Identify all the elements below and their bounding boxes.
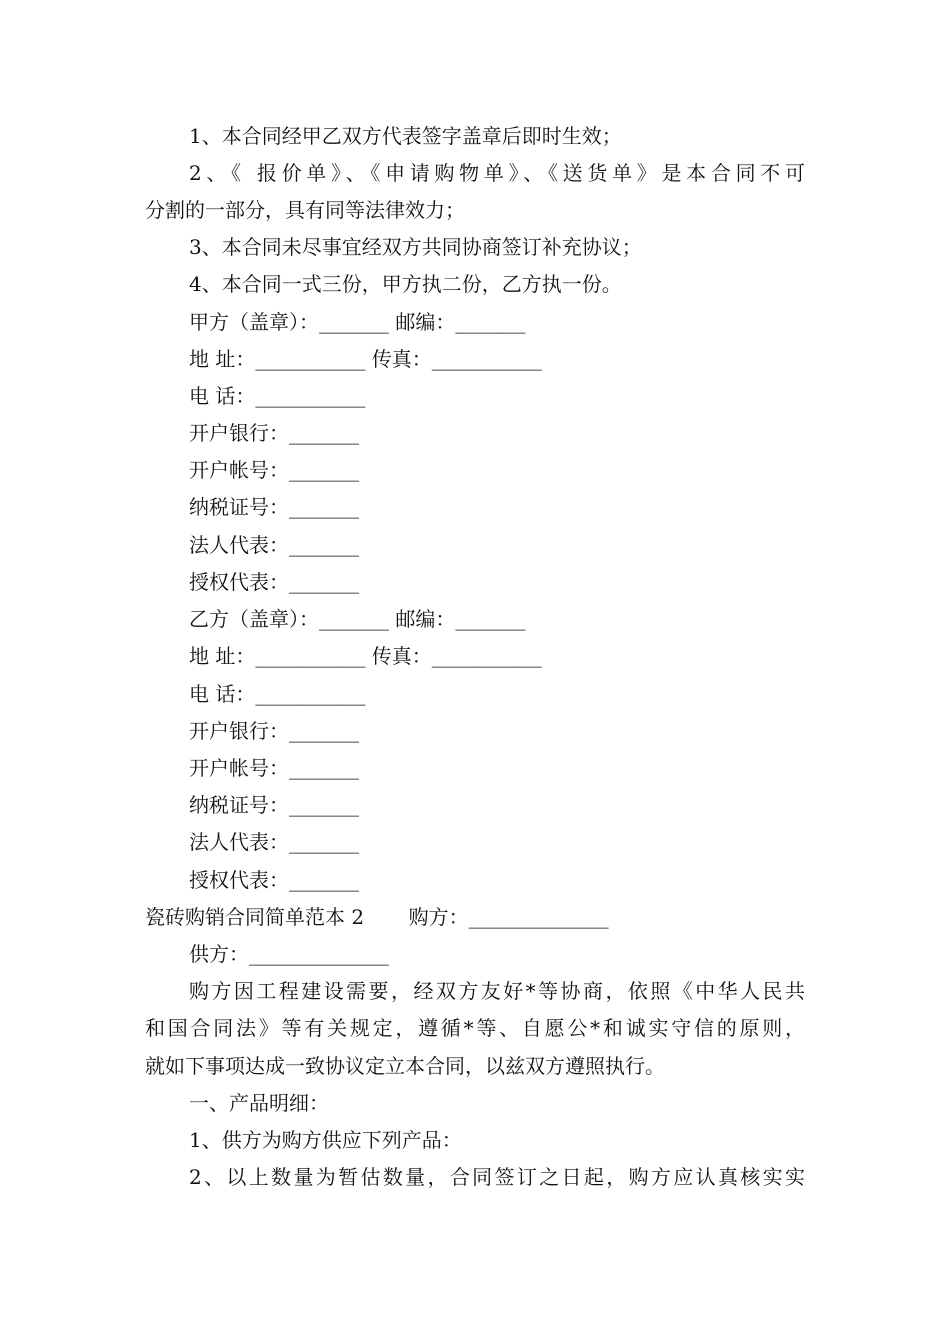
supplier-line: 供方：______________: [189, 942, 389, 966]
party-a-phone: 电 话：___________: [189, 384, 366, 408]
clause-2-continuation: 分割的一部分，具有同等法律效力；: [145, 198, 465, 222]
party-a-bank: 开户银行：_______: [189, 421, 359, 445]
intro-paragraph-line-3: 就如下事项达成一致协议定立本合同，以兹双方遵照执行。: [145, 1054, 665, 1078]
clause-4-line: 4、本合同一式三份，甲方执二份，乙方执一份。: [189, 272, 622, 296]
party-b-address-fax: 地 址：___________ 传真：___________: [189, 644, 542, 668]
section-1-item-1: 1、供方为购方供应下列产品：: [189, 1128, 462, 1152]
party-a-tax-id: 纳税证号：_______: [189, 495, 359, 519]
section-1-heading: 一、产品明细：: [189, 1091, 329, 1115]
sample-2-title-buyer: 瓷砖购销合同简单范本 2 购方：______________: [145, 905, 609, 929]
intro-paragraph-line-2: 和国合同法》等有关规定，遵循*等、自愿公*和诚实守信的原则，: [145, 1016, 805, 1040]
clause-1-line: 1、本合同经甲乙双方代表签字盖章后即时生效；: [189, 124, 622, 148]
intro-paragraph-line-1: 购方因工程建设需要，经双方友好*等协商，依照《中华人民共: [189, 979, 805, 1003]
clause-3-line: 3、本合同未尽事宜经双方共同协商签订补充协议；: [189, 235, 642, 259]
party-a-address-fax: 地 址：___________ 传真：___________: [189, 347, 542, 371]
party-a-authorized-rep: 授权代表：_______: [189, 570, 359, 594]
party-a-seal-postcode: 甲方（盖章）：_______ 邮编：_______: [189, 310, 526, 334]
party-a-account: 开户帐号：_______: [189, 458, 359, 482]
section-1-item-2: 2、以上数量为暂估数量，合同签订之日起，购方应认真核实实: [189, 1165, 805, 1189]
party-b-authorized-rep: 授权代表：_______: [189, 868, 359, 892]
party-b-legal-rep: 法人代表：_______: [189, 830, 359, 854]
party-b-account: 开户帐号：_______: [189, 756, 359, 780]
party-b-seal-postcode: 乙方（盖章）：_______ 邮编：_______: [189, 607, 526, 631]
party-b-tax-id: 纳税证号：_______: [189, 793, 359, 817]
clause-2-line: 2、《 报价单》、《申请购物单》、《送货单》是本合同不可: [189, 161, 805, 185]
party-b-phone: 电 话：___________: [189, 682, 366, 706]
party-b-bank: 开户银行：_______: [189, 719, 359, 743]
party-a-legal-rep: 法人代表：_______: [189, 533, 359, 557]
